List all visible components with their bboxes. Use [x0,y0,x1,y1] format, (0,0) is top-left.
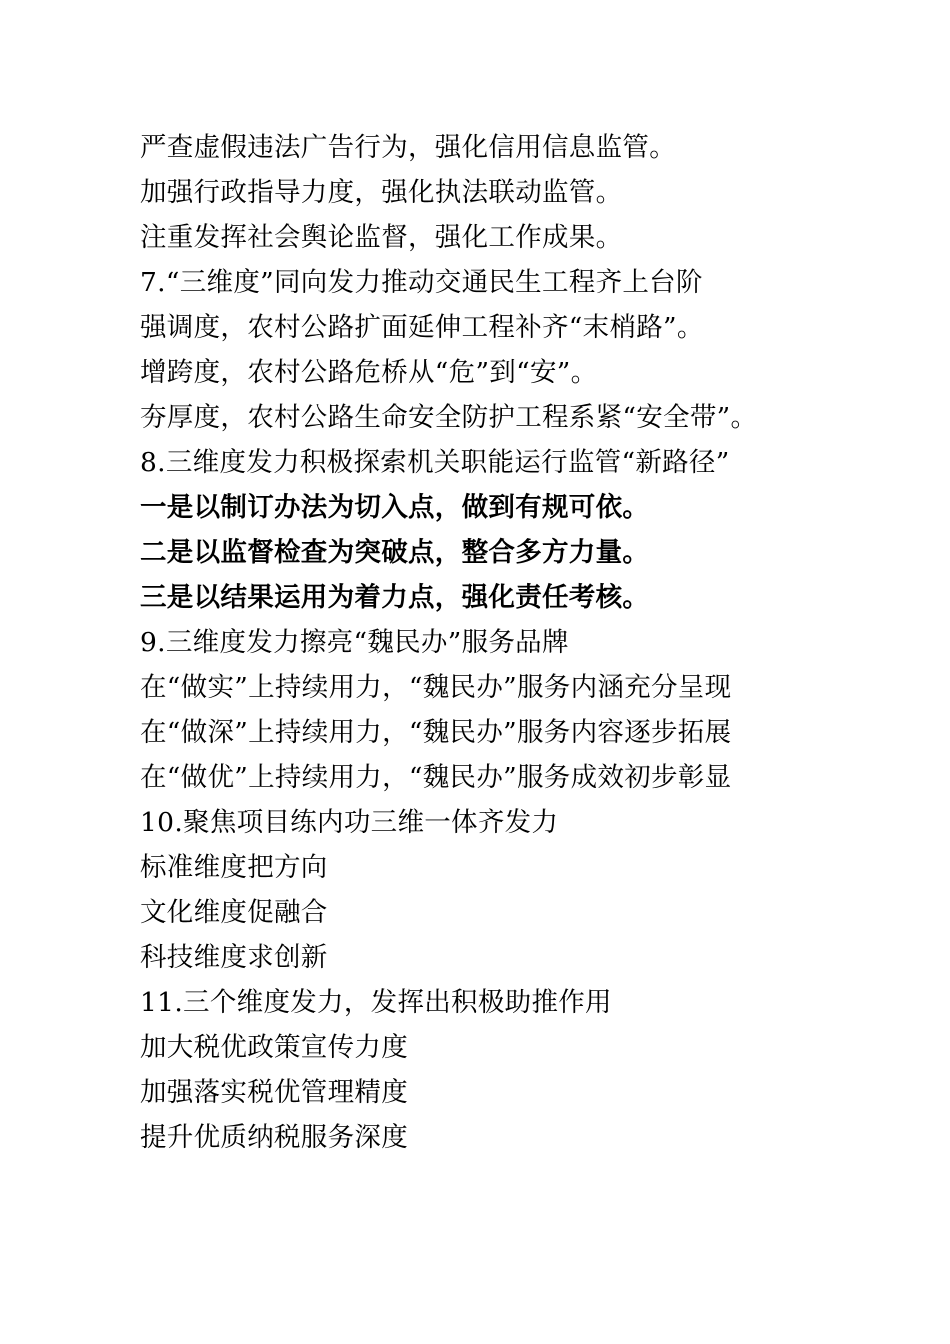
text-line: 在“做深”上持续用力，“魏民办”服务内容逐步拓展 [140,717,732,748]
text-line: 三是以结果运用为着力点，强化责任考核。 [140,582,650,613]
text-line: 注重发挥社会舆论监督，强化工作成果。 [140,222,623,253]
text-line: 强调度，农村公路扩面延伸工程补齐“末梢路”。 [140,312,704,343]
text-line: 科技维度求创新 [140,942,328,973]
text-line: 增跨度，农村公路危桥从“危”到“安”。 [140,357,598,388]
text-line: 10.聚焦项目练内功三维一体齐发力 [140,807,559,838]
text-line: 文化维度促融合 [140,897,328,928]
text-line: 在“做实”上持续用力，“魏民办”服务内涵充分呈现 [140,672,732,703]
text-line: 加强落实税优管理精度 [140,1077,408,1108]
text-line: 加大税优政策宣传力度 [140,1032,408,1063]
text-line: 提升优质纳税服务深度 [140,1122,408,1153]
text-line: 严查虚假违法广告行为，强化信用信息监管。 [140,132,676,163]
text-line: 加强行政指导力度，强化执法联动监管。 [140,177,623,208]
document-body [140,125,830,1160]
text-line: 一是以制订办法为切入点，做到有规可依。 [140,492,650,523]
text-line: 11.三个维度发力，发挥出积极助推作用 [140,987,612,1018]
text-line: 7.“三维度”同向发力推动交通民生工程齐上台阶 [140,267,703,298]
text-line: 夯厚度，农村公路生命安全防护工程系紧“安全带”。 [140,402,758,433]
text-line: 二是以监督检查为突破点，整合多方力量。 [140,537,650,568]
text-line: 在“做优”上持续用力，“魏民办”服务成效初步彰显 [140,762,732,793]
text-line: 8.三维度发力积极探索机关职能运行监管“新路径” [140,447,730,478]
text-line: 标准维度把方向 [140,852,328,883]
text-line: 9.三维度发力擦亮“魏民办”服务品牌 [140,627,569,658]
